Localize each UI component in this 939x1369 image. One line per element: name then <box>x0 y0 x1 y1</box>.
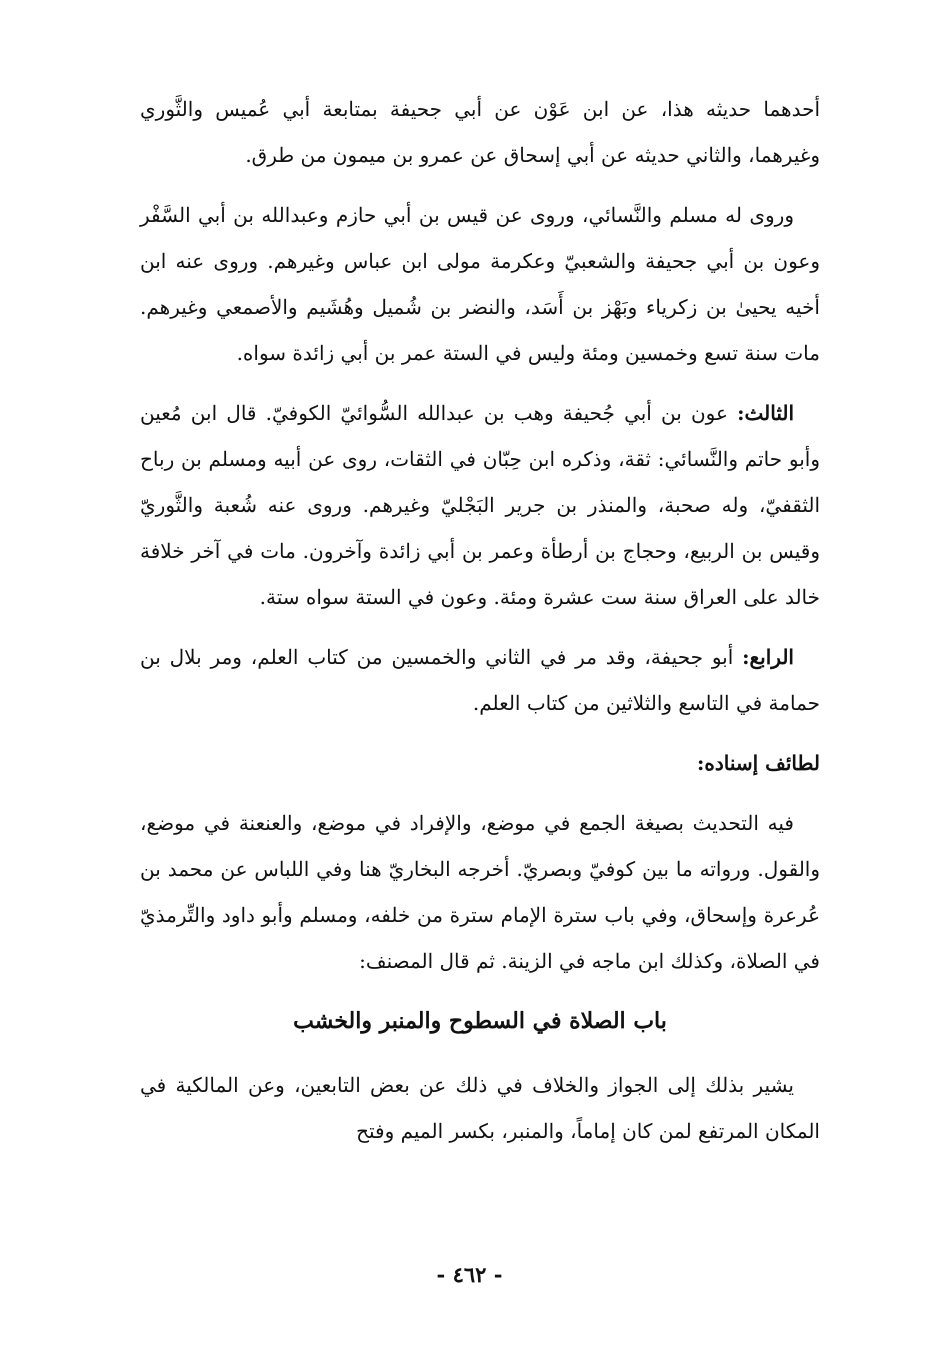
paragraph-isnad <box>140 800 820 984</box>
page-number: - ٤٦٢ - <box>436 1262 503 1287</box>
isnad-subheading: لطائف إسناده: <box>696 751 820 775</box>
paragraph-fourth-narrator <box>140 634 820 726</box>
paragraph-1-text: أحدهما حديثه هذا، عن ابن عَوْن عن أبي جحيفة بمتابعة أبي عُميس والثَّوري وغيرهما، والثاني حديثه عن أبي إسحاق عن عمرو بن ميمون من طرق. <box>140 97 820 167</box>
paragraph-4-text: أبو جحيفة، وقد مر في الثاني والخمسين من كتاب العلم، ومر بلال بن حمامة في التاسع والثلاثين من كتاب العلم. <box>140 645 820 715</box>
paragraph-final <box>140 1062 820 1154</box>
paragraph-2 <box>140 192 820 376</box>
paragraph-1 <box>140 86 820 178</box>
section-title: باب الصلاة في السطوح والمنبر والخشب <box>293 1008 667 1034</box>
paragraph-isnad-text: فيه التحديث بصيغة الجمع في موضع، والإفراد في موضع، والعنعنة في موضع، والقول. ورواته ما بين كوفيّ وبصريّ. أخرجه البخاريّ هنا وفي اللباس عن محمد بن عُرعرة وإسحاق، وفي باب سترة الإمام سترة من خلفه، ومسلم وأبو داود والتِّرمذيّ في الصلاة، وكذلك ابن ماجه في الزينة. ثم قال المصنف: <box>140 811 820 973</box>
paragraph-third-narrator <box>140 390 820 620</box>
paragraph-label-third: الثالث: <box>737 401 795 425</box>
page-body <box>140 86 820 1154</box>
paragraph-2-text: وروى له مسلم والنَّسائي، وروى عن قيس بن أبي حازم وعبدالله بن أبي السَّفْر وعون بن أبي جحيفة والشعبيّ وعكرمة مولى ابن عباس وغيرهم. وروى عنه ابن أخيه يحيىٰ بن زكرياء وبَهْز بن أَسَد، والنضر بن شُميل وهُشَيم والأصمعي وغيرهم. مات سنة تسع وخمسين ومئة وليس في الستة عمر بن أبي زائدة سواه. <box>140 203 820 365</box>
paragraph-label-fourth: الرابع: <box>742 645 794 669</box>
paragraph-3-text: عون بن أبي جُحيفة وهب بن عبدالله السُّوائيّ الكوفيّ. قال ابن مُعين وأبو حاتم والنَّسائي: ثقة، وذكره ابن حِبّان في الثقات، روى عن أبيه ومسلم بن رباح الثقفيّ، وله صحبة، والمنذر بن جرير البَجْليّ وغيرهم. وروى عنه شُعبة والثَّوريّ وقيس بن الربيع، وحجاج بن أرطأة وعمر بن أبي زائدة وآخرون. مات في آخر خلافة خالد على العراق سنة ست عشرة ومئة. وعون في الستة سواه ستة. <box>140 401 820 609</box>
paragraph-final-text: يشير بذلك إلى الجواز والخلاف في ذلك عن بعض التابعين، وعن المالكية في المكان المرتفع لمن كان إماماً، والمنبر، بكسر الميم وفتح <box>140 1073 820 1143</box>
